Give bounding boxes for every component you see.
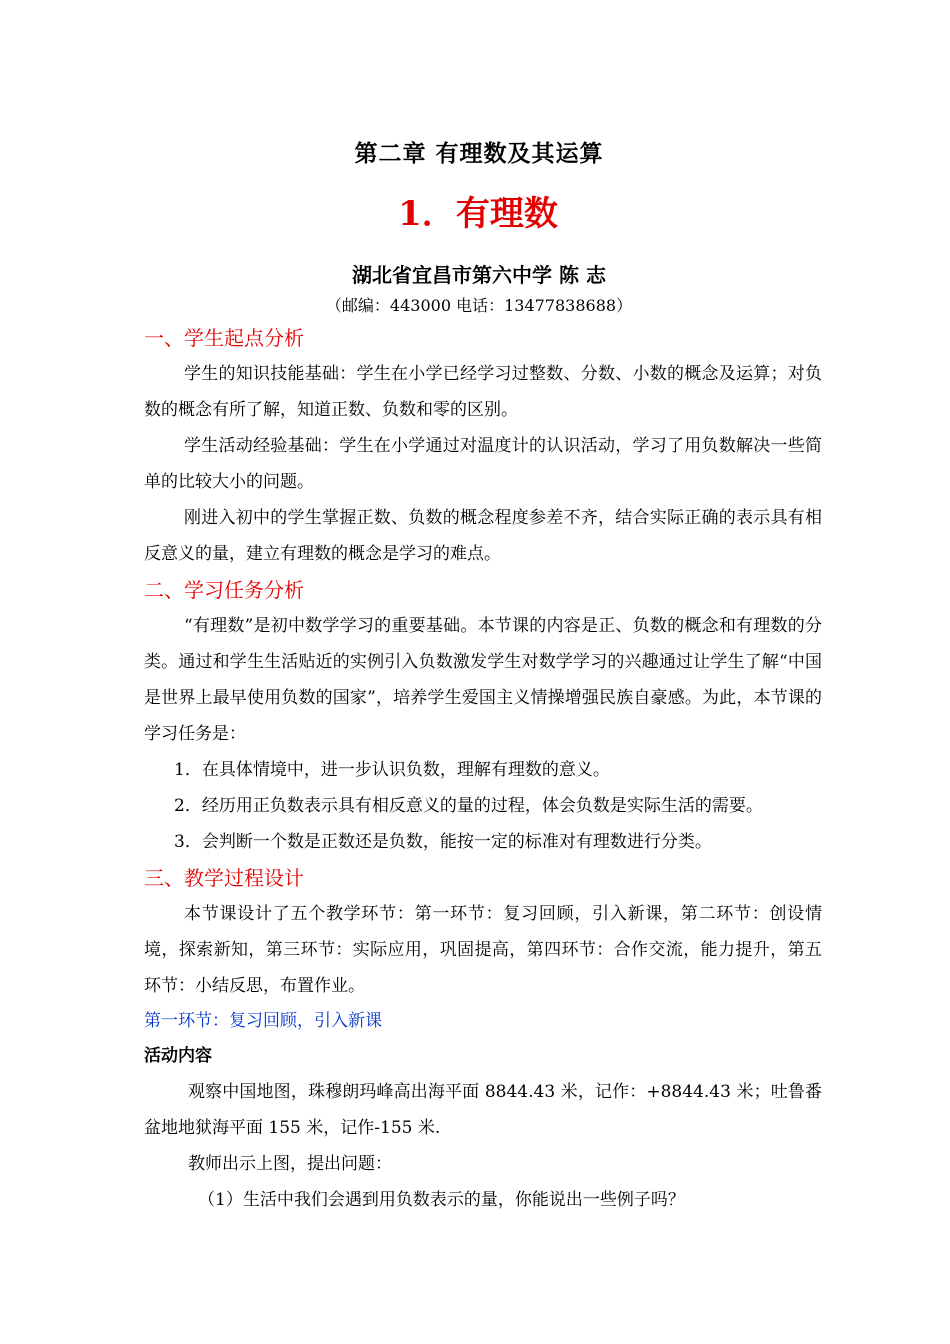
chapter-title: 第二章 有理数及其运算 — [354, 140, 604, 167]
section-heading-student-analysis: 一、学生起点分析 — [144, 326, 304, 350]
step-heading: 第一环节：复习回顾，引入新课 — [144, 1011, 382, 1031]
paragraph: 学生活动经验基础：学生在小学通过对温度计的认识活动，学习了用负数解决一些简单的比较大小的问题。 — [144, 436, 822, 492]
section-heading-task-analysis: 二、学习任务分析 — [144, 578, 304, 602]
lesson-title: 1．有理数 — [398, 194, 558, 234]
task-item: 3．会判断一个数是正数还是负数，能按一定的标准对有理数进行分类。 — [174, 832, 712, 852]
contact-line: （邮编：443000 电话：13477838688） — [325, 296, 633, 315]
author-line: 湖北省宜昌市第六中学 陈 志 — [352, 263, 606, 287]
teacher-line: 教师出示上图，提出问题： — [188, 1154, 392, 1174]
section-heading-process-design: 三、教学过程设计 — [144, 866, 304, 890]
activity-heading: 活动内容 — [144, 1046, 212, 1066]
paragraph: “有理数”是初中数学学习的重要基础。本节课的内容是正、负数的概念和有理数的分类。通过和学生生活贴近的实例引入负数激发学生对数学学习的兴趣通过让学生了解“中国是世界上最早使用负数的国家”，培养学生爱国主义情操增强民族自豪感。为此，本节课的学习任务是： — [144, 616, 822, 744]
question-item: （1）生活中我们会遇到用负数表示的量，你能说出一些例子吗？ — [198, 1190, 685, 1210]
paragraph: 观察中国地图，珠穆朗玛峰高出海平面 8844.43 米，记作：+8844.43 米；吐鲁番盆地地狱海平面 155 米，记作-155 米. — [144, 1082, 822, 1138]
paragraph: 本节课设计了五个教学环节：第一环节：复习回顾，引入新课，第二环节：创设情境，探索新知，第三环节：实际应用，巩固提高，第四环节：合作交流，能力提升，第五环节：小结反思，布置作业。 — [144, 904, 822, 996]
task-item: 1．在具体情境中，进一步认识负数，理解有理数的意义。 — [174, 760, 610, 780]
task-item: 2．经历用正负数表示具有相反意义的量的过程，体会负数是实际生活的需要。 — [174, 796, 763, 816]
paragraph: 学生的知识技能基础：学生在小学已经学习过整数、分数、小数的概念及运算；对负数的概念有所了解，知道正数、负数和零的区别。 — [144, 364, 822, 420]
paragraph: 刚进入初中的学生掌握正数、负数的概念程度参差不齐，结合实际正确的表示具有相反意义的量，建立有理数的概念是学习的难点。 — [144, 508, 822, 564]
